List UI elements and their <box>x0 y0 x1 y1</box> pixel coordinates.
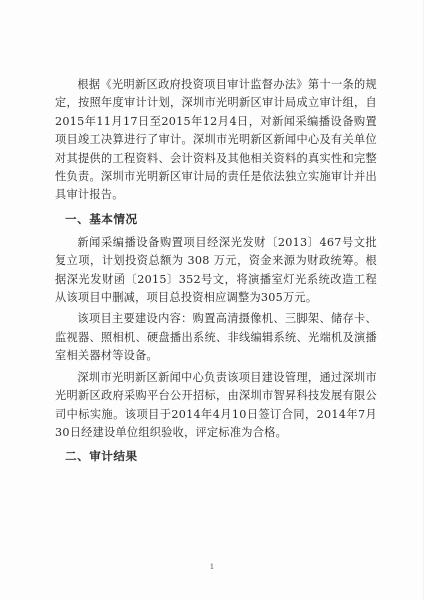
intro-paragraph: 根据《光明新区政府投资项目审计监督办法》第十一条的规定，按照年度审计计划，深圳市光明新区审计局成立审计组，自2015年11月17日至2015年12月4日，对新闻采编播设备购置项目竣工决算进行了审计。深圳市光明新区新闻中心及有关单位对其提供的工程资料、会计资料及其他相关资料的真实性和完整性负责。深圳市光明新区审计局的责任是依法独立实施审计并出具审计报告。 <box>55 78 377 202</box>
paragraph-construction-content: 该项目主要建设内容：购置高清摄像机、三脚架、储存卡、监视器、照相机、硬盘播出系统、非线编辑系统、光端机及演播室相关器材等设备。 <box>55 312 377 363</box>
section-heading-basic-info: 一、基本情况 <box>65 211 138 226</box>
page-number: 1 <box>209 563 215 571</box>
paragraph-management: 深圳市光明新区新闻中心负责该项目建设管理，通过深圳市光明新区政府采购平台公开招标，由深圳市智昇科技发展有限公司中标实施。该项目于2014年4月10日签订合同，2014年7月30日经建设单位组织验收，评定标准为合格。 <box>55 370 377 439</box>
section-heading-audit-results: 二、审计结果 <box>65 449 138 464</box>
document-body <box>55 76 377 471</box>
paragraph-project-approval: 新闻采编播设备购置项目经深光发财〔2013〕467号文批复立项，计划投资总额为 308 万元，资金来源为财政统筹。根据深光发财函〔2015〕352号文，将演播室灯光系统改造工程从该项目中删减，项目总投资相应调整为305万元。 <box>55 235 377 305</box>
